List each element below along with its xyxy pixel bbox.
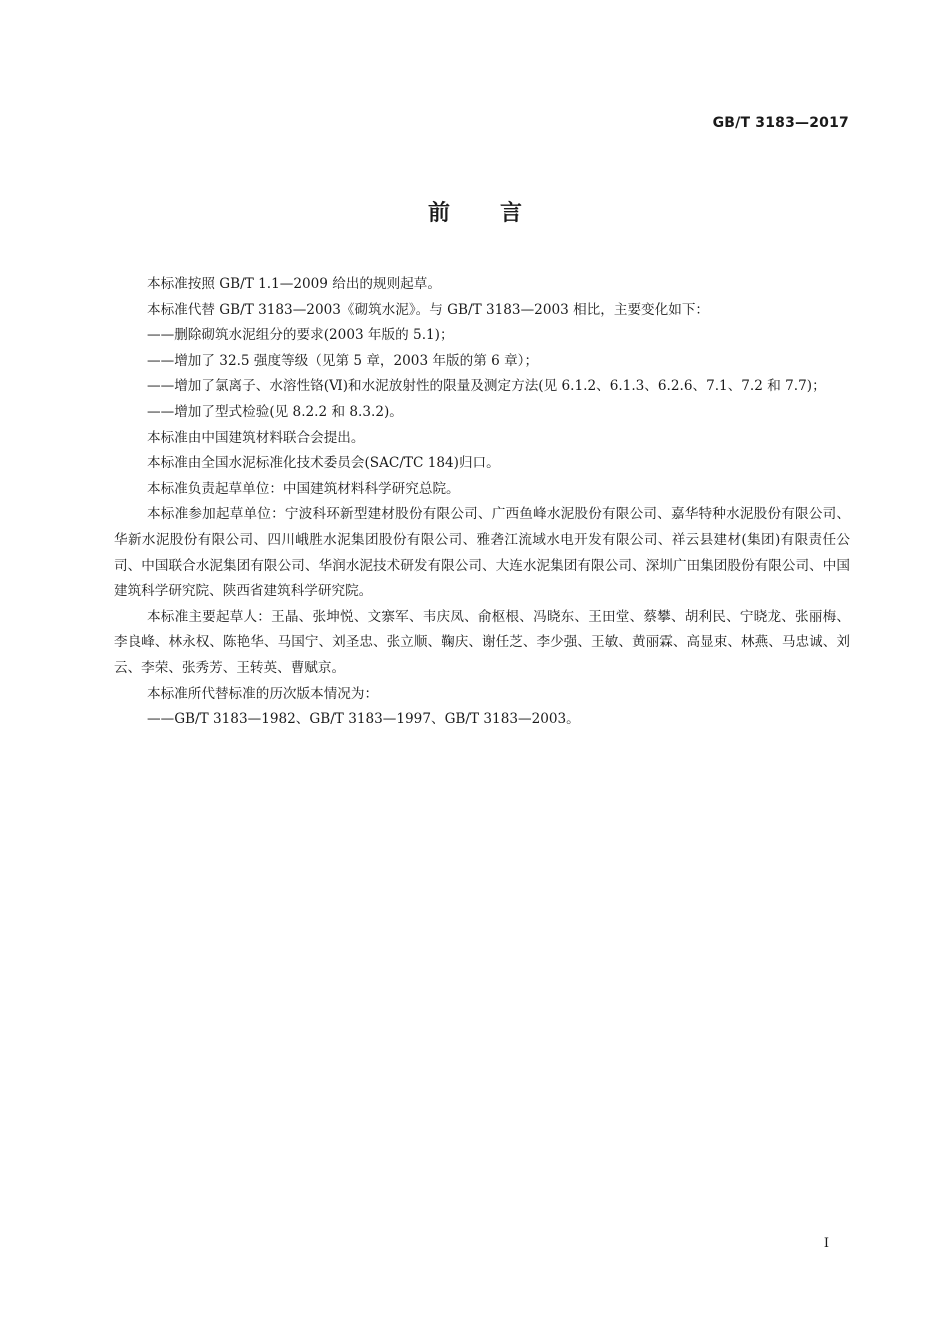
paragraph-history-intro: 本标准所代替标准的历次版本情况为：	[147, 685, 379, 702]
change-item: ——增加了氯离子、水溶性铬(Ⅵ)和水泥放射性的限量及测定方法(见 6.1.2、6.1.3、6.2.6、7.1、7.2 和 7.7)；	[147, 378, 826, 395]
paragraph-proposed-by: 本标准由中国建筑材料联合会提出。	[147, 429, 365, 446]
paragraph-main-drafters: 本标准主要起草人：王晶、张坤悦、文寨军、韦庆凤、俞枢根、冯晓东、王田堂、蔡攀、胡利民、宁晓龙、张丽梅、李良峰、林永权、陈艳华、马国宁、刘圣忠、张立顺、鞠庆、谢任芝、李少强、王敏、黄丽霖、高显束、林燕、马忠诚、刘云、李荣、张秀芳、王转英、曹赋京。	[114, 608, 850, 676]
page-title: 前言	[427, 201, 572, 226]
paragraph-lead-drafter: 本标准负责起草单位：中国建筑材料科学研究总院。	[147, 480, 460, 497]
paragraph-drafting-rules: 本标准按照 GB/T 1.1—2009 给出的规则起草。	[147, 276, 441, 292]
page-number: I	[823, 1236, 829, 1251]
change-item: ——增加了 32.5 强度等级（见第 5 章，2003 年版的第 6 章）；	[147, 352, 539, 369]
paragraph-replaces: 本标准代替 GB/T 3183—2003《砌筑水泥》。与 GB/T 3183—2003 相比，主要变化如下：	[147, 301, 710, 318]
paragraph-managed-by: 本标准由全国水泥标准化技术委员会(SAC/TC 184)归口。	[147, 455, 500, 472]
paragraph-participating-units: 本标准参加起草单位：宁波科环新型建材股份有限公司、广西鱼峰水泥股份有限公司、嘉华特种水泥股份有限公司、华新水泥股份有限公司、四川峨胜水泥集团股份有限公司、雅砻江流域水电开发有限公司、祥云县建材(集团)有限责任公司、中国联合水泥集团有限公司、华润水泥技术研发有限公司、大连水泥集团有限公司、深圳广田集团股份有限公司、中国建筑科学研究院、陕西省建筑科学研究院。	[114, 506, 850, 600]
change-item: ——增加了型式检验(见 8.2.2 和 8.3.2)。	[147, 403, 403, 420]
standard-code: GB/T 3183—2017	[712, 115, 849, 131]
foreword-body	[114, 272, 850, 733]
change-item: ——删除砌筑水泥组分的要求(2003 年版的 5.1)；	[147, 327, 454, 344]
history-item: ——GB/T 3183—1982、GB/T 3183—1997、GB/T 3183—2003。	[147, 711, 580, 728]
